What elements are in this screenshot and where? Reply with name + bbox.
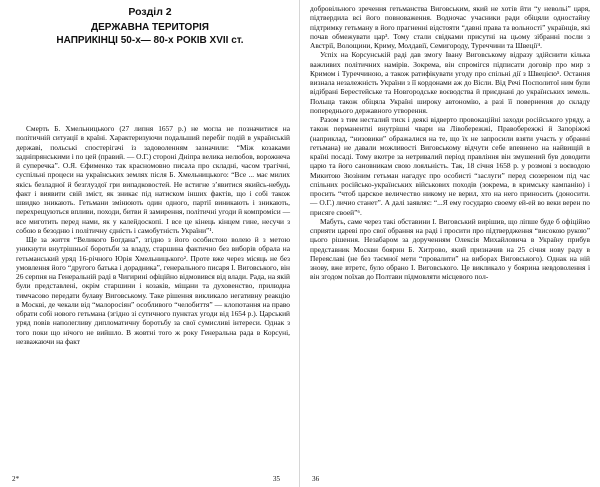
page-gutter <box>299 0 300 487</box>
chapter-title: ДЕРЖАВНА ТЕРИТОРІЯ <box>91 22 209 33</box>
right-body-text <box>310 4 590 282</box>
paragraph: Смерть Б. Хмельницького (27 липня 1657 р.) не могла не позначитися на політичній ситуації в країні. Характеризуючи подальший перебіг подій в українській державі, польські спостерігачі із задоволенням зазначили: “Між козаками задніпрянськими і по цей (правий. — О.Г.) стороні Дніпра велика нелюбов, ворожнеча й суперечка”. О.Я. Єфименко так красномовно писала про складні, часом трагічні, суспільні процеси на українських землях після Б. Хмельницького: “Все ... має милих якісь безладної й безглуздої гри випадковостей. Не встигне з’явитися якийсь-небудь факт і виявити свій зміст, як зникає під натиском інших фактів, що і собі також швидко зникають. Гетьмани змінюють один одного, партії виникають і зникають, перехрещуються впливи, походи, битви й замирення, політичні угоди й компроміси — все миготить перед нами, як у калейдоскопі. І все це кінець кінцем гине, несучи з собою в безодню і політичну єдність і самобутність України”¹. <box>16 124 290 235</box>
paragraph: Ще за життя “Великого Богдана”, згідно з його особистою волею й з метою уникнути внутрішньої боротьби за владу, старшина фактично без виборів обрала на гетьманський уряд 16-річного Юрія Хмельницького². Проте вже через місяць не без умовлення його “другого батька і дорадника”, генерального писаря І. Виговського, він 26 серпня на Генеральній раді в Чигирині офіційно відмовився від влади. Рада, на якій були представлені, окрім старшини і козаків, міщани та духовенство, прилюдна тимчасово передати булаву Виговському. Таке рішення викликало негативну реакцію в Москві, де чекали від “малоросіян” особливого “челобиття” — клопотання на право обрати собі нового гетьмана (згідно зі сутичного пунктах угоди від 1654 р.). Царський уряд повів наполегливу дипломатичну боротьбу за свої сумисливі інтереси. Однак з того поки що нічого не вийшло. В жовтні того ж року Генеральна рада в Корсуні, незважаючи на факт <box>16 235 290 346</box>
page-number: 36 <box>312 475 320 483</box>
paragraph: Успіх на Корсунській раді дав змогу Івану Виговському відразу здійснити кілька важливих політичних намірів. Зокрема, він спромігся підписати договір про мир з Кримом і Туреччиною, а також ратифікувати угоду про спільні дії з Швецією⁵. Остання визнала незалежність України з її кордонами аж до Вісли. Від Речі Посполитої ним були відібрані Берестейське та Новгородське воєводства й приєднані до українських земель. Польща також обіцяла Україні широку автономію, а разі її повернення до складу попереднього державного утворення. <box>310 50 590 115</box>
signature-mark: 2* <box>12 475 20 483</box>
left-body-text <box>16 124 290 346</box>
paragraph: Разом з тим несталий тиск і деякі відверто провокаційні заходи російського уряду, а також перманентні внутрішні чвари на Лівобережжі, Правобережжі й Запоріжжі (наприклад, “низовики” ображалися на те, що їх не запросили взяти участь у обранні гетьмана) не давали можливості Виговському відчути себе впевнено на найвищій в країні посаді. Тому вкотре за нетривалий період правління він змушений був доводити царю та його сановникам свою лояльність. Так, 18 січня 1658 р. у розмові з воєводою Микитою Зюзіним гетьман нагадує про особисті “заслуги” перед сюзереном під час спільних російсько-українських військових походів (зокрема, в кримську кампанію) і просить “чтоб царское величество никому не верил, хто на него приносить (доносити. — О.Г.) личио станет”. А далі заявляє: “...Я ему государю своему ей-ей во веки верен по присяге своей”⁶. <box>310 115 590 217</box>
paragraph: добровільного зречення гетьманства Виговським, який не хотів йти “у невольі” царя, підтвердила всі його повноваження. Водночас учасники ради обіцяли одностайну підтримку гетьману в його прагненні відстояти “давні права та вольності” українців, які почав обмежувати цар³. Тому стали свідками присутні на цьому зібранні посли з Австрії, Волощини, Криму, Молдавії, Семигороду, Туреччини та Швеції⁴. <box>310 4 590 50</box>
chapter-subtitle: НАПРИКІНЦІ 50-х— 80-х РОКІВ XVII ст. <box>56 35 244 46</box>
left-page <box>6 0 294 487</box>
page-number: 35 <box>272 475 280 483</box>
paragraph: Мабуть, саме через такі обставини І. Виговський вирішив, що ліпше буде б офіційно сприяти цареві про свої обрання на раді і просити про підтвердження “високою рукою” цього рішення. Незабаром за дорученням Олексія Михайловича в Україну прибув представник Москви боярин Б. Хитрово, який призначив на 25 січня нову раду в Переяславі (не без таємної мети “провалити” на виборах Виговського). Однак на ній знову, вже втретє, було обрано І. Виговського. Це викликало у боярина невдоволення і він згодом поїхав до Полтави підмовляти місцевого пол- <box>310 216 590 282</box>
right-page <box>306 0 596 487</box>
chapter-label: Розділ 2 <box>128 6 172 18</box>
